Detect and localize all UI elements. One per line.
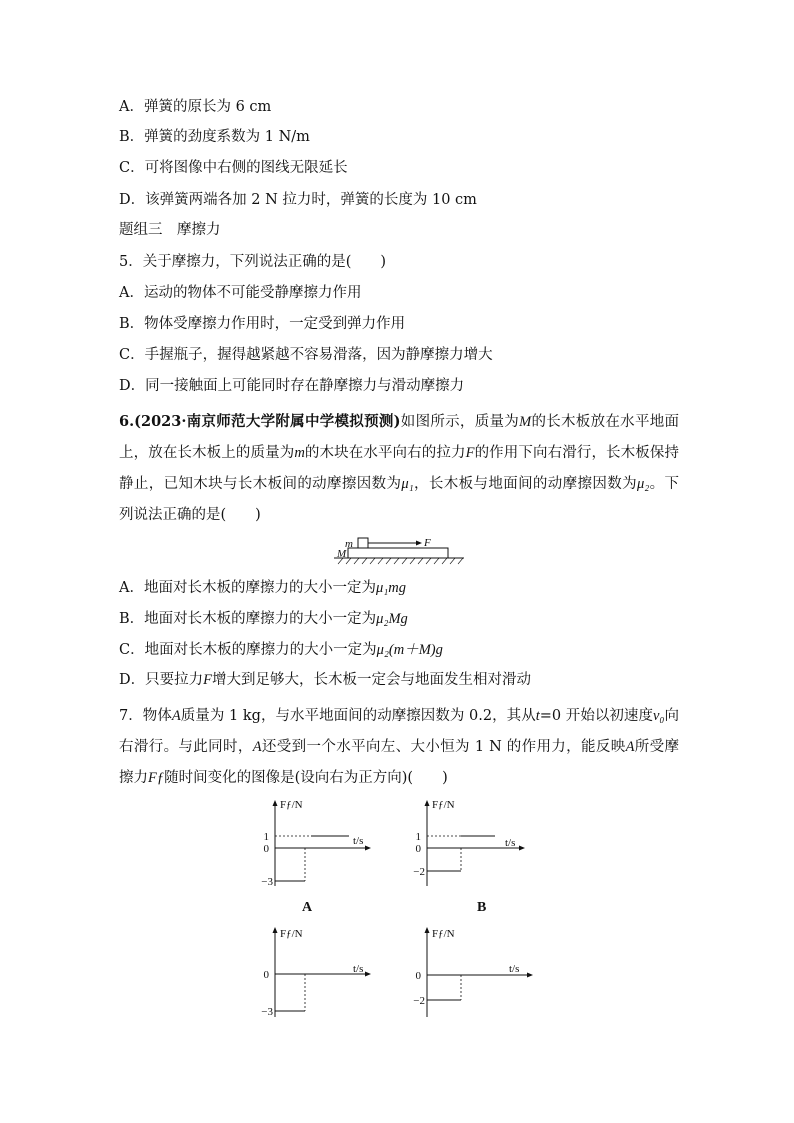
tick-neg: −3	[261, 1006, 273, 1018]
y-axis-arrow	[273, 800, 278, 806]
y-axis-arrow	[425, 800, 430, 806]
q4-option-a: A．弹簧的原长为 6 cm	[119, 99, 272, 115]
label-F: F	[424, 537, 431, 549]
x-axis-arrow	[365, 846, 371, 851]
y-axis-arrow	[425, 927, 430, 933]
q6-stem: 6.(2023·南京师范大学附属中学模拟预测)如图所示，质量为M的长木板放在水平地面上，放在长木板上的质量为m的木块在水平向右的拉力F的作用下向右滑行，长木板保持静止，已知木块与长木板间的动摩擦因数为μ₁，长木板与地面间的动摩擦因数为μ₂。下列说法正确的是( )	[119, 413, 680, 523]
q6-option-b: B．地面对长木板的摩擦力的大小一定为μ₂Mg	[119, 611, 408, 627]
q6-source: 6.(2023·南京师范大学附属中学模拟预测)	[119, 413, 401, 430]
x-axis-arrow	[519, 846, 525, 851]
q6-option-c: C．地面对长木板的摩擦力的大小一定为μ₂(m＋M)g	[119, 642, 443, 658]
q6-figure	[334, 532, 464, 566]
tick-pos: 1	[415, 831, 421, 843]
small-block	[358, 538, 368, 548]
x-axis-label: t/s	[353, 835, 364, 847]
graph-d	[399, 925, 539, 1020]
q5-option-d: D．同一接触面上可能同时存在静摩擦力与滑动摩擦力	[119, 378, 465, 394]
ground-hatch	[338, 558, 463, 564]
q6-option-a: A．地面对长木板的摩擦力的大小一定为μ₁mg	[119, 580, 407, 596]
tick-pos: 1	[263, 831, 269, 843]
graph-b	[399, 798, 529, 888]
tick-zero: 0	[263, 843, 269, 855]
q4-option-d: D．该弹簧两端各加 2 N 拉力时，弹簧的长度为 10 cm	[119, 192, 477, 208]
tick-neg: −2	[413, 866, 425, 878]
force-arrow-head	[416, 541, 422, 546]
y-axis-label: Fƒ/N	[280, 799, 303, 811]
x-axis-arrow	[527, 973, 533, 978]
section-title: 题组三 摩擦力	[119, 222, 221, 238]
tick-zero: 0	[415, 970, 421, 982]
q5-option-b: B．物体受摩擦力作用时，一定受到弹力作用	[119, 316, 406, 332]
q4-option-b: B．弹簧的劲度系数为 1 N/m	[119, 129, 310, 145]
tick-zero: 0	[415, 843, 421, 855]
label-M: M	[337, 548, 347, 560]
graph-c	[255, 925, 375, 1020]
x-axis-label: t/s	[353, 963, 364, 975]
q5-stem: 5．关于摩擦力，下列说法正确的是( )	[119, 254, 387, 270]
graph-a-label: A	[302, 900, 313, 915]
q7-stem: 7．物体A质量为 1 kg，与水平地面间的动摩擦因数为 0.2，其从t=0 开始以初速度v₀向右滑行。与此同时，A还受到一个水平向左、大小恒为 1 N 的作用力，能反映A所受摩擦力Fƒ随时间变化的图像是(设向右为正方向)( )	[119, 708, 680, 786]
y-axis-arrow	[273, 927, 278, 933]
long-board	[348, 548, 448, 558]
label-m: m	[345, 538, 353, 550]
q6-option-d: D．只要拉力F增大到足够大，长木板一定会与地面发生相对滑动	[119, 672, 531, 688]
tick-neg: −3	[261, 876, 273, 888]
y-axis-label: Fƒ/N	[432, 928, 455, 940]
q4-option-c: C．可将图像中右侧的图线无限延长	[119, 160, 348, 176]
y-axis-label: Fƒ/N	[280, 928, 303, 940]
tick-zero: 0	[263, 969, 269, 981]
tick-neg: −2	[413, 995, 425, 1007]
x-axis-label: t/s	[509, 963, 520, 975]
graph-a	[255, 798, 375, 888]
q5-option-a: A．运动的物体不可能受静摩擦力作用	[119, 285, 362, 301]
graph-b-label: B	[477, 900, 487, 915]
x-axis-arrow	[365, 972, 371, 977]
x-axis-label: t/s	[505, 837, 516, 849]
y-axis-label: Fƒ/N	[432, 799, 455, 811]
q5-option-c: C．手握瓶子，握得越紧越不容易滑落，因为静摩擦力增大	[119, 347, 493, 363]
